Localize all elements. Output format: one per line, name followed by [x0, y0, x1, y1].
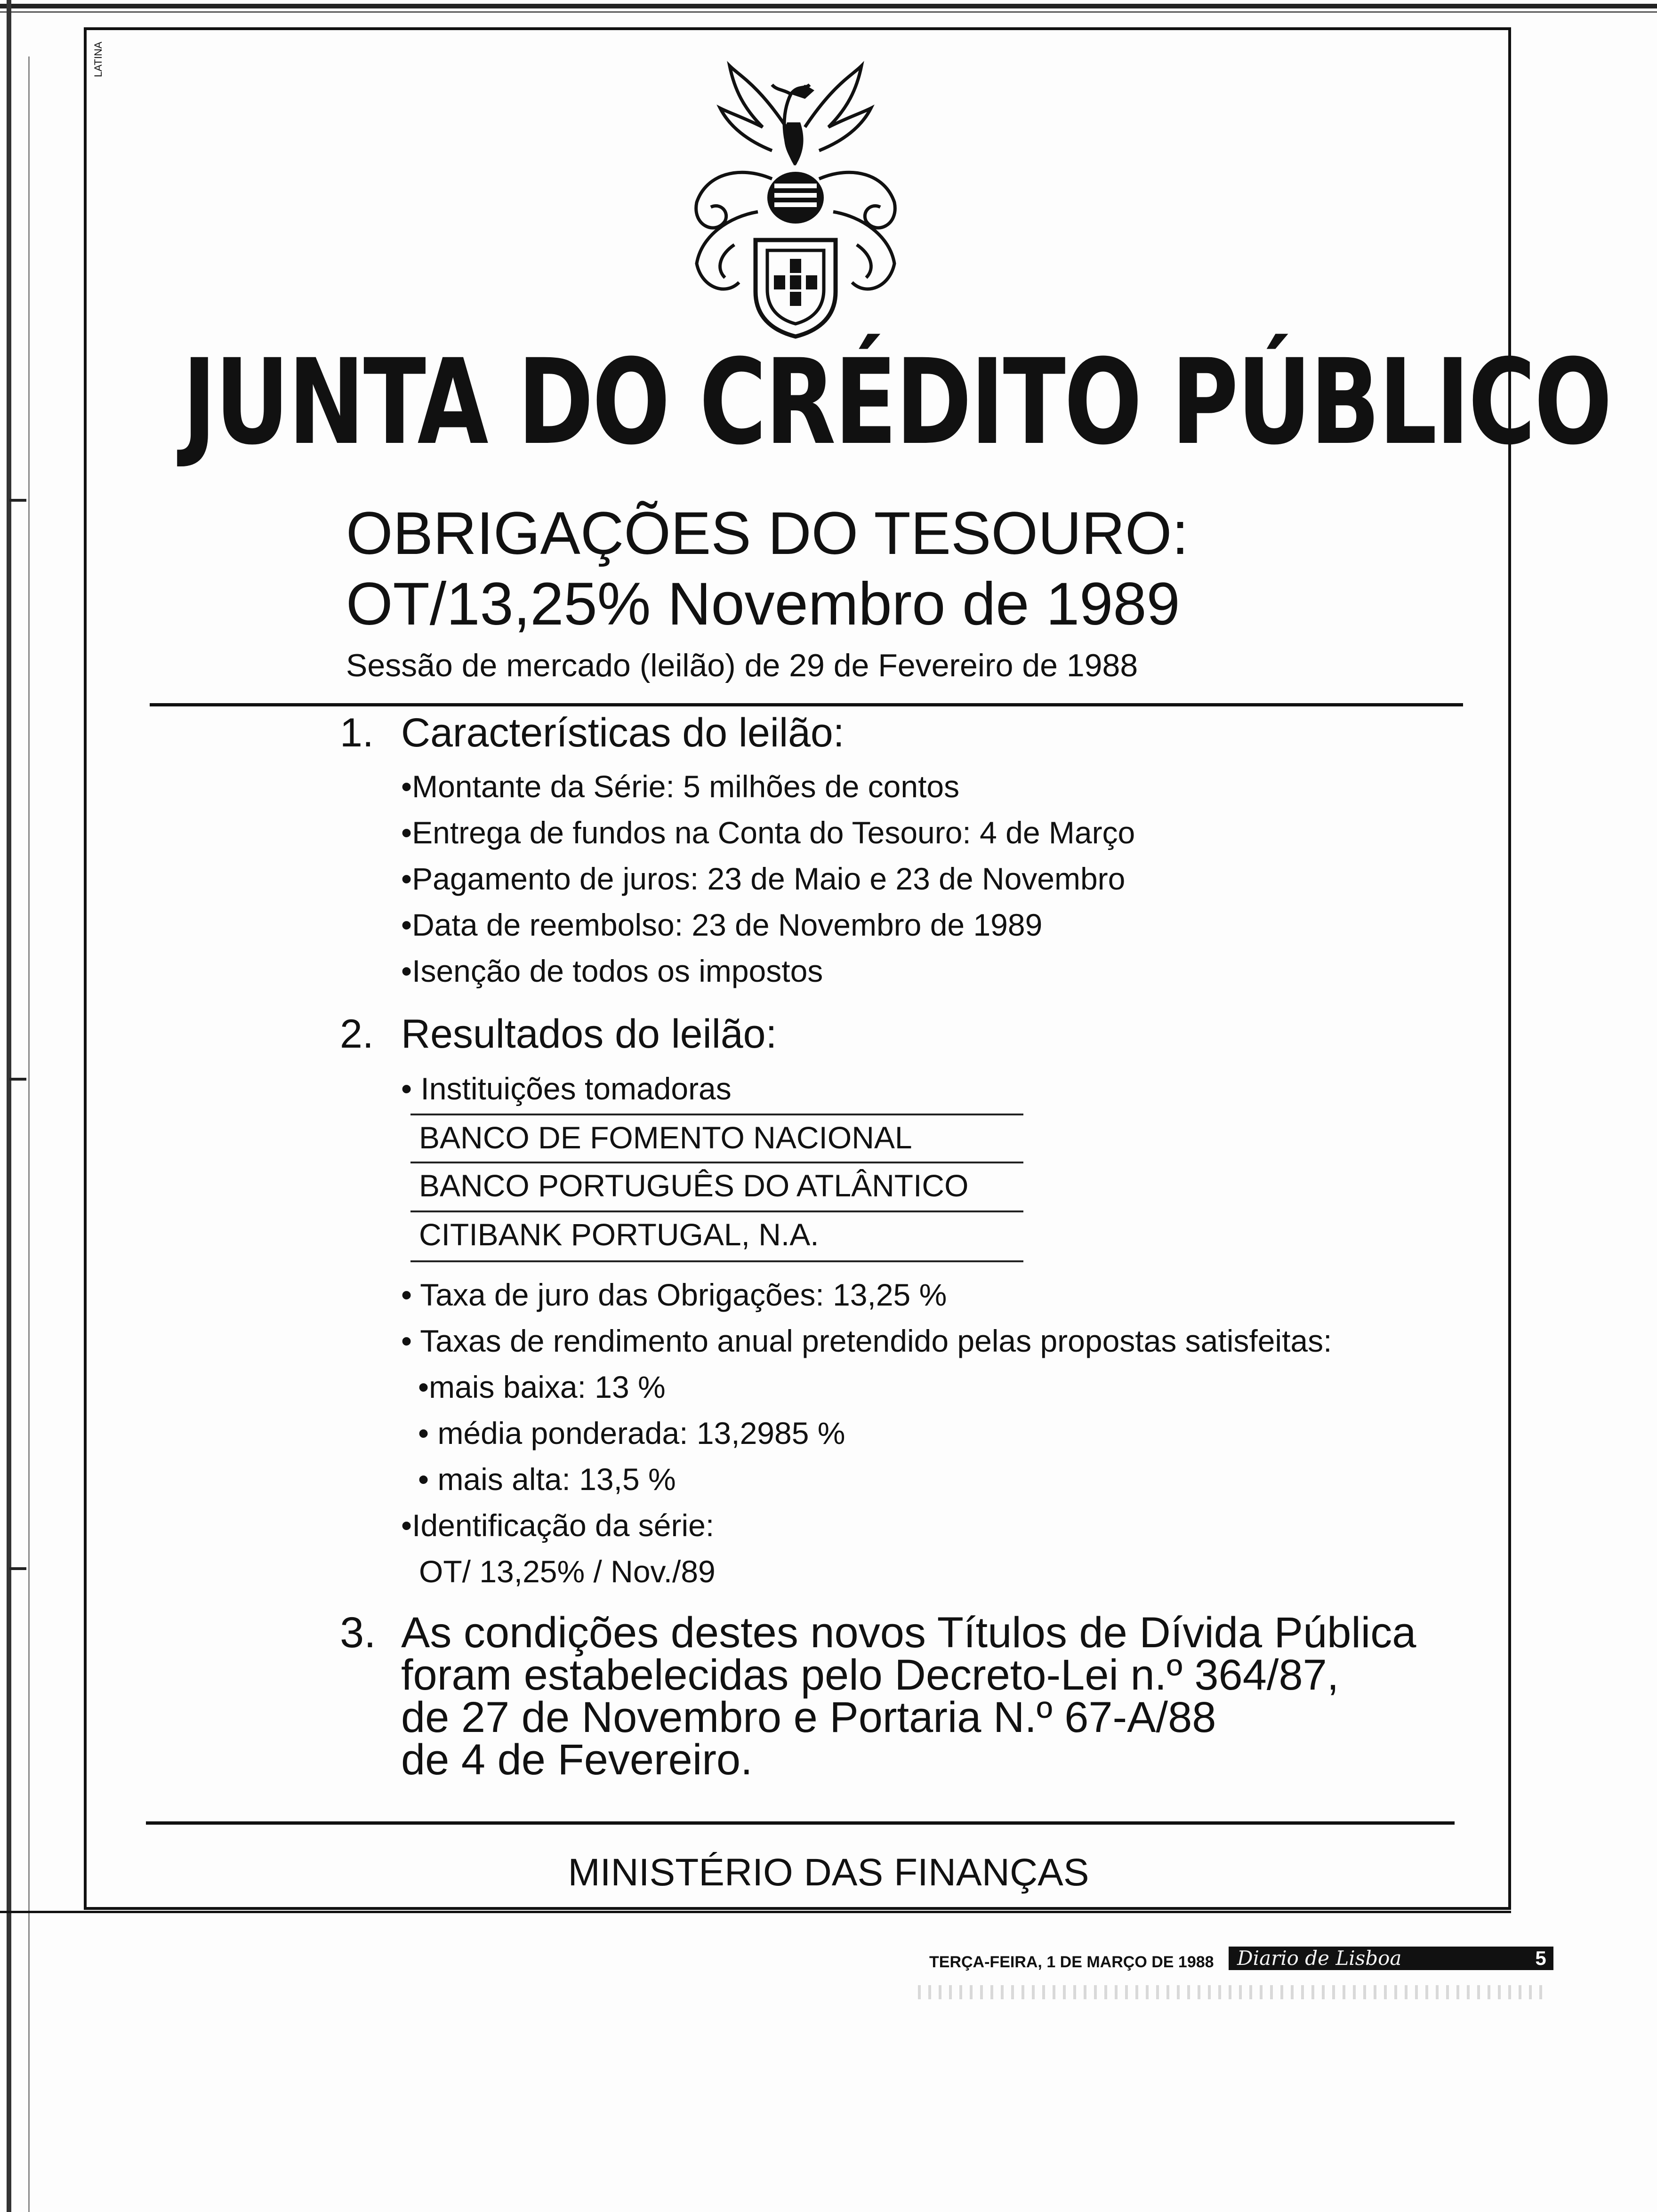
top-border-rule-thin: [0, 11, 1657, 13]
institution-rule: [410, 1114, 1023, 1115]
subtitle-bonds: OBRIGAÇÕES DO TESOURO:: [346, 500, 1189, 567]
section3-line: de 4 de Fevereiro.: [401, 1736, 753, 1784]
section3-text: [401, 1609, 1484, 1784]
margin-mark: [9, 1567, 26, 1570]
series-id-value: OT/ 13,25% / Nov./89: [419, 1554, 716, 1589]
margin-mark: [9, 499, 26, 502]
yield-weighted-average: • média ponderada: 13,2985 %: [418, 1416, 845, 1451]
yield-highest: • mais alta: 13,5 %: [418, 1462, 676, 1497]
list-item: •Montante da Série: 5 milhões de contos: [401, 769, 960, 804]
section2-heading: [340, 1011, 777, 1057]
top-border-rule: [0, 4, 1657, 8]
margin-mark: [9, 1078, 26, 1081]
section1-title: Características do leilão:: [401, 710, 845, 755]
section2-title: Resultados do leilão:: [401, 1011, 777, 1057]
frame-bottom-rule: [0, 1911, 1511, 1913]
yield-lowest: •mais baixa: 13 %: [418, 1370, 666, 1404]
session-date: Sessão de mercado (leilão) de 29 de Fevereiro de 1988: [346, 648, 1138, 683]
interest-rate-line: • Taxa de juro das Obrigações: 13,25 %: [401, 1277, 947, 1312]
divider-rule: [146, 1821, 1455, 1825]
institution-name: BANCO DE FOMENTO NACIONAL: [419, 1120, 912, 1155]
print-noise: [918, 1985, 1544, 1999]
section3-line: de 27 de Novembro e Portaria N.º 67-A/88: [401, 1693, 1216, 1741]
institutions-label: • Instituições tomadoras: [401, 1071, 732, 1106]
section3-number: 3.: [340, 1609, 376, 1657]
institution-rule: [410, 1162, 1023, 1163]
institution-rule: [410, 1210, 1023, 1212]
list-item: •Pagamento de juros: 23 de Maio e 23 de Novembro: [401, 861, 1126, 896]
section1-number: 1.: [340, 710, 374, 755]
list-item: •Isenção de todos os impostos: [401, 954, 823, 988]
institution-name: CITIBANK PORTUGAL, N.A.: [419, 1217, 819, 1252]
side-note: LATINA: [92, 41, 104, 77]
page-number: 5: [1530, 1947, 1552, 1970]
section3-line: foram estabelecidas pelo Decreto-Lei n.º 364/87,: [401, 1651, 1339, 1699]
subtitle-series: OT/13,25% Novembro de 1989: [346, 570, 1180, 638]
coat-of-arms-icon: [664, 56, 927, 339]
institution-rule: [410, 1260, 1023, 1262]
publication-date: TERÇA-FEIRA, 1 DE MARÇO DE 1988: [929, 1953, 1214, 1971]
series-id-label: •Identificação da série:: [401, 1508, 715, 1543]
section3-line: As condições destes novos Títulos de Dívida Pública: [401, 1609, 1416, 1657]
yield-heading-line: • Taxas de rendimento anual pretendido pelas propostas satisfeitas:: [401, 1323, 1332, 1358]
divider-rule: [150, 703, 1463, 706]
institution-name: BANCO PORTUGUÊS DO ATLÂNTICO: [419, 1168, 969, 1203]
list-item: •Data de reembolso: 23 de Novembro de 1989: [401, 907, 1043, 942]
section1-heading: [340, 710, 845, 755]
newspaper-masthead: Diario de Lisboa: [1229, 1947, 1553, 1970]
list-item: •Entrega de fundos na Conta do Tesouro: 4 de Março: [401, 815, 1135, 850]
section2-number: 2.: [340, 1011, 374, 1057]
ministry-signature: MINISTÉRIO DAS FINANÇAS: [568, 1851, 1089, 1894]
page-title: JUNTA DO CRÉDITO PÚBLICO: [182, 334, 1611, 471]
